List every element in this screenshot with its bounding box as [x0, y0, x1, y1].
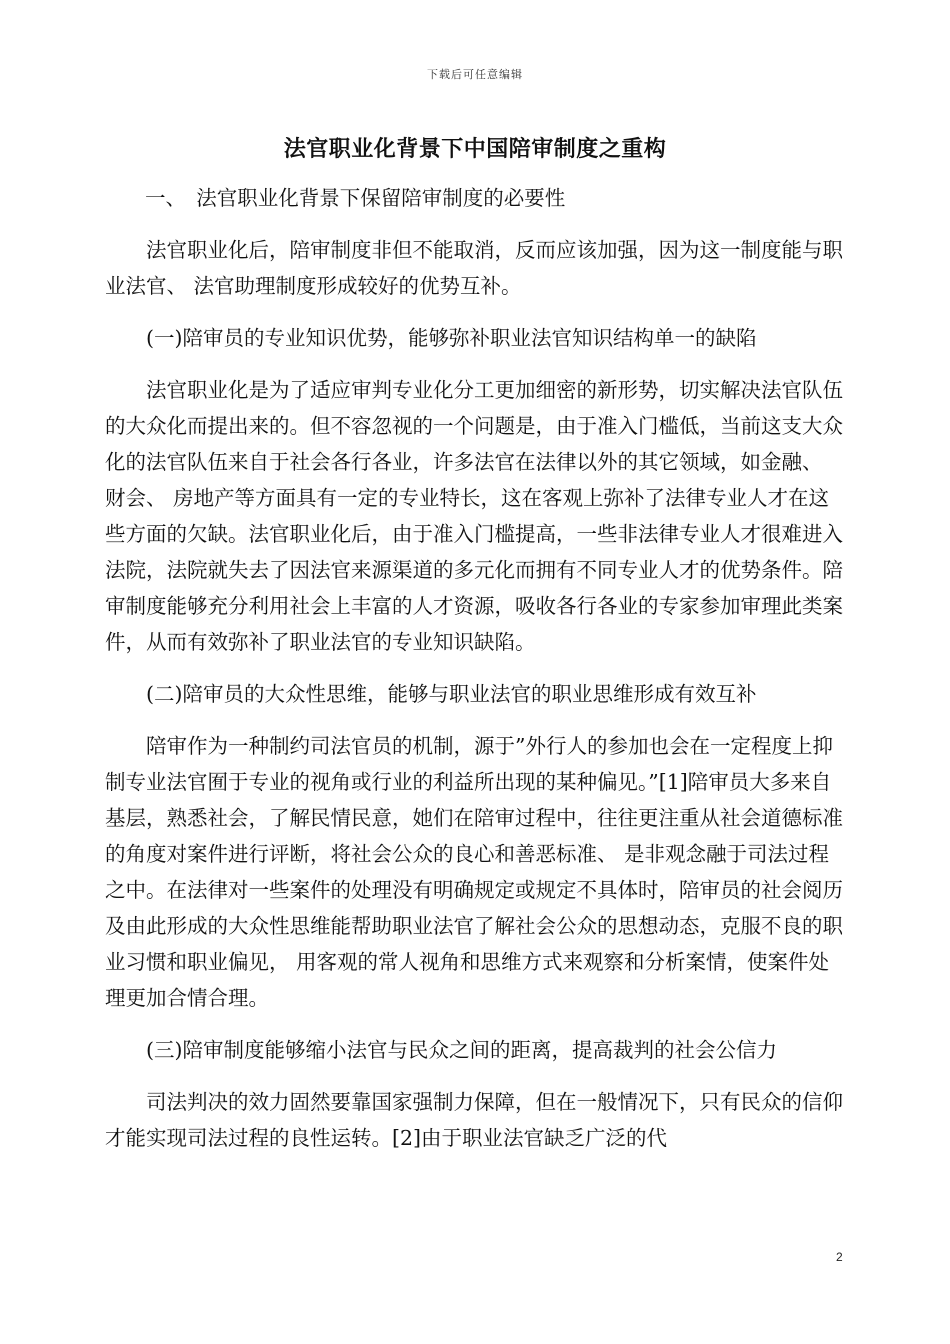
page-number: 2 — [836, 1250, 843, 1264]
section-heading-1: 一、 法官职业化背景下保留陪审制度的必要性 — [145, 186, 566, 210]
paragraph-2: 法官职业化是为了适应审判专业化分工更加细密的新形势，切实解决法官队伍的大众化而提出来的。但不容忽视的一个问题是，由于准入门槛低，当前这支大众化的法官队伍来自于社会各行各业，许多法官在法律以外的其它领域，如金融、 财会、 房地产等方面具有一定的专业特长，这在客观上弥补了法律专业人才在这些方面的欠缺。法官职业化后，由于准入门槛提高，一些非法律专业人才很难进入法院，法院就失去了因法官来源渠道的多元化而拥有不同专业人才的优势条件。陪审制度能够充分利用社会上丰富的人才资源，吸收各行各业的专家参加审理此类案件，从而有效弥补了职业法官的专业知识缺陷。 — [105, 378, 843, 654]
document-title: 法官职业化背景下中国陪审制度之重构 — [283, 136, 667, 162]
paragraph-4: 司法判决的效力固然要靠国家强制力保障，但在一般情况下，只有民众的信仰才能实现司法过程的良性运转。[2]由于职业法官缺乏广泛的代 — [105, 1090, 843, 1150]
paragraph-3: 陪审作为一种制约司法官员的机制，源于”外行人的参加也会在一定程度上抑制专业法官囿于专业的视角或行业的利益所出现的某种偏见。”[1]陪审员大多来自基层，熟悉社会，了解民情民意，她们在陪审过程中，往往更注重从社会道德标准的角度对案件进行评断，将社会公众的良心和善恶标准、 是非观念融于司法过程之中。在法律对一些案件的处理没有明确规定或规定不具体时，陪审员的社会阅历及由此形成的大众性思维能帮助职业法官了解社会公众的思想动态，克服不良的职业习惯和职业偏见， 用客观的常人视角和思维方式来观察和分析案情，使案件处理更加合情合理。 — [105, 734, 843, 1010]
subsection-heading-1: (一)陪审员的专业知识优势，能够弥补职业法官知识结构单一的缺陷 — [146, 326, 757, 350]
subsection-heading-3: (三)陪审制度能够缩小法官与民众之间的距离，提高裁判的社会公信力 — [146, 1038, 777, 1062]
subsection-heading-2: (二)陪审员的大众性思维，能够与职业法官的职业思维形成有效互补 — [146, 682, 757, 706]
page-header: 下载后可任意编辑 — [427, 68, 523, 81]
document-body — [105, 180, 847, 1172]
paragraph-1: 法官职业化后，陪审制度非但不能取消，反而应该加强，因为这一制度能与职业法官、 法官助理制度形成较好的优势互补。 — [105, 238, 843, 298]
